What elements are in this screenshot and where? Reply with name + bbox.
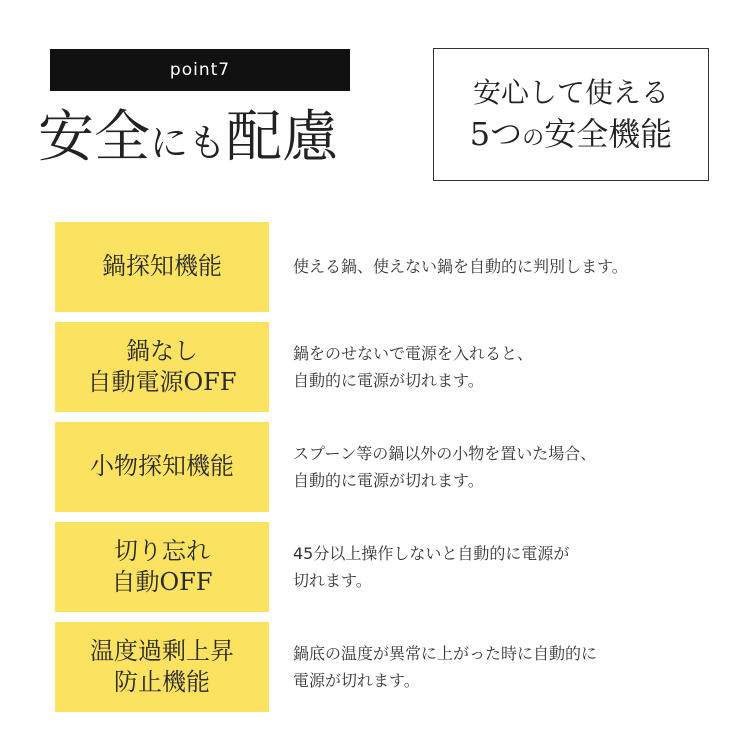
title-part-consideration: 配慮 [226,105,339,170]
feature-description-line: 自動的に電源が切れます。 [293,371,484,390]
feature-description [293,340,715,394]
feature-description-line: 自動的に電源が切れます。 [293,471,484,490]
feature-label-line: 自動電源OFF [87,368,237,396]
feature-row-small-object-detection [55,422,715,512]
feature-summary-box [433,48,709,181]
feature-description-line: スプーン等の鍋以外の小物を置いた場合、 [293,443,597,463]
feature-description [293,440,715,494]
page-title [38,105,378,185]
feature-row-pan-detection [55,222,715,312]
feature-label-line: 切り忘れ [114,536,210,565]
feature-count: 5つ [469,115,523,154]
feature-summary-line2 [470,115,672,153]
point-badge [50,49,350,91]
feature-label [55,322,269,412]
feature-summary-line1: 安心して使える [472,75,669,109]
feature-description-line: 切れます。 [293,571,372,590]
title-part-also: にも [150,121,227,165]
point-badge-label: point7 [169,60,231,80]
feature-label-line: 温度過剰上昇 [90,636,234,665]
feature-description-line: 鍋底の温度が異常に上がった時に自動的に [293,643,598,663]
feature-description [293,540,715,594]
feature-label [55,422,269,512]
feature-label-line: 小物探知機能 [90,452,234,481]
feature-particle: の [522,126,545,152]
feature-safety-functions: 安全機能 [544,115,673,154]
feature-row-no-pan-auto-off [55,322,715,412]
feature-label [55,622,269,712]
feature-description-line: 45分以上操作しないと自動的に電源が [293,543,570,563]
feature-label-line: 自動OFF [111,568,213,596]
feature-description-line: 電源が切れます。 [293,671,420,690]
feature-description-line: 鍋をのせないで電源を入れると、 [293,343,534,363]
feature-label [55,222,269,312]
feature-row-auto-off-timer [55,522,715,612]
feature-row-overheat-prevention [55,622,715,712]
feature-label-line: 防止機能 [114,668,210,696]
title-part-safety: 安全 [38,105,150,170]
feature-label [55,522,269,612]
feature-label-line: 鍋探知機能 [102,252,222,281]
feature-label-line: 鍋なし [126,336,198,365]
feature-description [293,640,715,694]
feature-description [293,253,715,280]
feature-description-line: 使える鍋、使えない鍋を自動的に判別します。 [293,257,628,277]
